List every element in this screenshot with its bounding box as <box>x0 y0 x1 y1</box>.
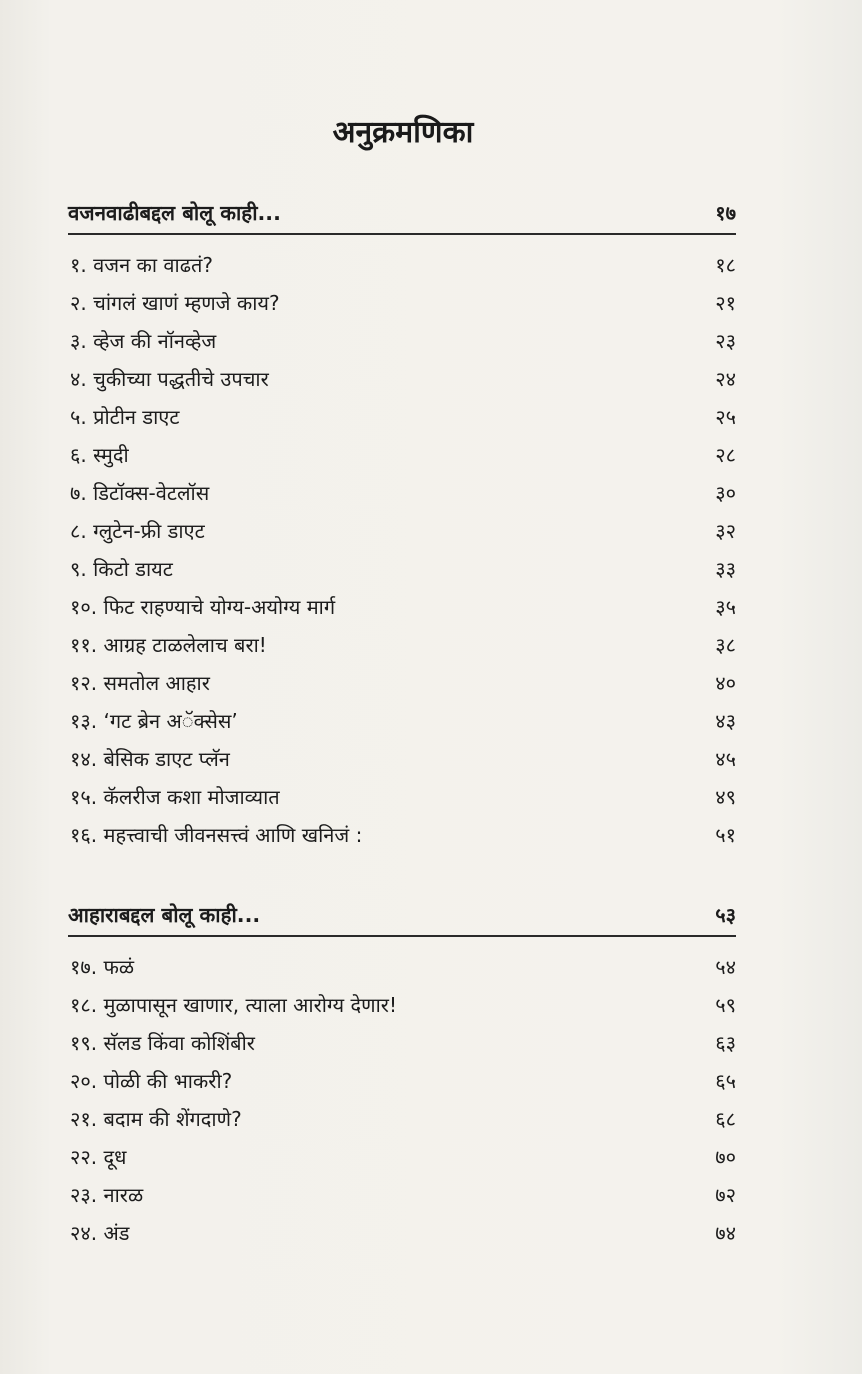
entry-page-number: ६५ <box>715 1069 736 1093</box>
entry-label: १६. महत्त्वाची जीवनसत्त्वं आणि खनिजं : <box>70 823 363 847</box>
entry-label: २१. बदाम की शेंगदाणे? <box>70 1107 242 1131</box>
entry-page-number: २१ <box>715 291 736 315</box>
toc-entry <box>0 666 862 700</box>
entry-page-number: ३३ <box>715 557 736 581</box>
toc-entry <box>0 628 862 662</box>
section-divider <box>68 935 736 937</box>
entry-page-number: ५१ <box>715 823 736 847</box>
section-page-number: ५३ <box>715 903 736 927</box>
entry-label: ९. किटो डायट <box>70 557 173 581</box>
entry-label: ७. डिटॉक्स-वेटलॉस <box>70 481 210 505</box>
toc-entry <box>0 742 862 776</box>
entry-label: १९. सॅलड किंवा कोशिंबीर <box>70 1031 255 1055</box>
toc-entry <box>0 780 862 814</box>
entry-page-number: ६८ <box>715 1107 736 1131</box>
toc-entry <box>0 362 862 396</box>
toc-entry <box>0 950 862 984</box>
entry-page-number: २५ <box>715 405 736 429</box>
toc-entry <box>0 552 862 586</box>
entry-page-number: ७० <box>715 1145 736 1169</box>
section-heading-label: वजनवाढीबद्दल बोलू काही... <box>68 201 281 225</box>
entry-label: १७. फळं <box>70 955 135 979</box>
entry-page-number: ३० <box>715 481 736 505</box>
entry-page-number: ७२ <box>715 1183 736 1207</box>
toc-entry <box>0 248 862 282</box>
entry-label: १४. बेसिक डाएट प्लॅन <box>70 747 230 771</box>
toc-entry <box>0 1140 862 1174</box>
entry-page-number: ४० <box>715 671 736 695</box>
section-heading-2 <box>0 898 862 932</box>
entry-label: २४. अंड <box>70 1221 130 1245</box>
entry-page-number: ५४ <box>715 955 736 979</box>
entry-label: ४. चुकीच्या पद्धतीचे उपचार <box>70 367 269 391</box>
entry-label: १. वजन का वाढतं? <box>70 253 214 277</box>
entry-page-number: ३५ <box>715 595 736 619</box>
section-divider <box>68 233 736 235</box>
toc-entry <box>0 1216 862 1250</box>
toc-entry <box>0 1178 862 1212</box>
entry-label: ६. स्मुदी <box>70 443 129 467</box>
toc-entry <box>0 476 862 510</box>
entry-page-number: ४५ <box>715 747 736 771</box>
toc-entry <box>0 988 862 1022</box>
entry-label: १८. मुळापासून खाणार, त्याला आरोग्य देणार! <box>70 993 397 1017</box>
toc-entry <box>0 1026 862 1060</box>
entry-page-number: २३ <box>715 329 736 353</box>
entry-page-number: ४३ <box>715 709 736 733</box>
toc-entry <box>0 590 862 624</box>
entry-page-number: २४ <box>715 367 736 391</box>
entry-label: ५. प्रोटीन डाएट <box>70 405 180 429</box>
entry-page-number: ३२ <box>715 519 736 543</box>
entry-page-number: १८ <box>715 253 736 277</box>
entry-label: २३. नारळ <box>70 1183 144 1207</box>
entry-label: १०. फिट राहण्याचे योग्य-अयोग्य मार्ग <box>70 595 336 619</box>
entry-page-number: २८ <box>715 443 736 467</box>
entry-label: १२. समतोल आहार <box>70 671 210 695</box>
entry-label: १५. कॅलरीज कशा मोजाव्यात <box>70 785 280 809</box>
entry-label: ८. ग्लुटेन-फ्री डाएट <box>70 519 205 543</box>
entry-label: २०. पोळी की भाकरी? <box>70 1069 233 1093</box>
entry-page-number: ७४ <box>715 1221 736 1245</box>
entry-page-number: ३८ <box>715 633 736 657</box>
entry-page-number: ५९ <box>715 993 736 1017</box>
toc-entry <box>0 324 862 358</box>
section-heading-label: आहाराबद्दल बोलू काही... <box>68 903 261 927</box>
entry-label: २२. दूध <box>70 1145 127 1169</box>
entry-label: २. चांगलं खाणं म्हणजे काय? <box>70 291 280 315</box>
toc-entry <box>0 818 862 852</box>
entry-label: ३. व्हेज की नॉनव्हेज <box>70 329 217 353</box>
toc-entry <box>0 704 862 738</box>
toc-entry <box>0 514 862 548</box>
entry-page-number: ६३ <box>715 1031 736 1055</box>
toc-entry <box>0 400 862 434</box>
entry-label: १३. ‘गट ब्रेन अॅक्सेस’ <box>70 709 238 733</box>
entry-label: ११. आग्रह टाळलेलाच बरा! <box>70 633 267 657</box>
toc-entry <box>0 1102 862 1136</box>
toc-entry <box>0 1064 862 1098</box>
section-page-number: १७ <box>715 201 736 225</box>
toc-entry <box>0 286 862 320</box>
section-heading-1 <box>0 196 862 230</box>
entry-page-number: ४९ <box>715 785 736 809</box>
toc-entry <box>0 438 862 472</box>
page-title: अनुक्रमणिका <box>332 115 474 150</box>
